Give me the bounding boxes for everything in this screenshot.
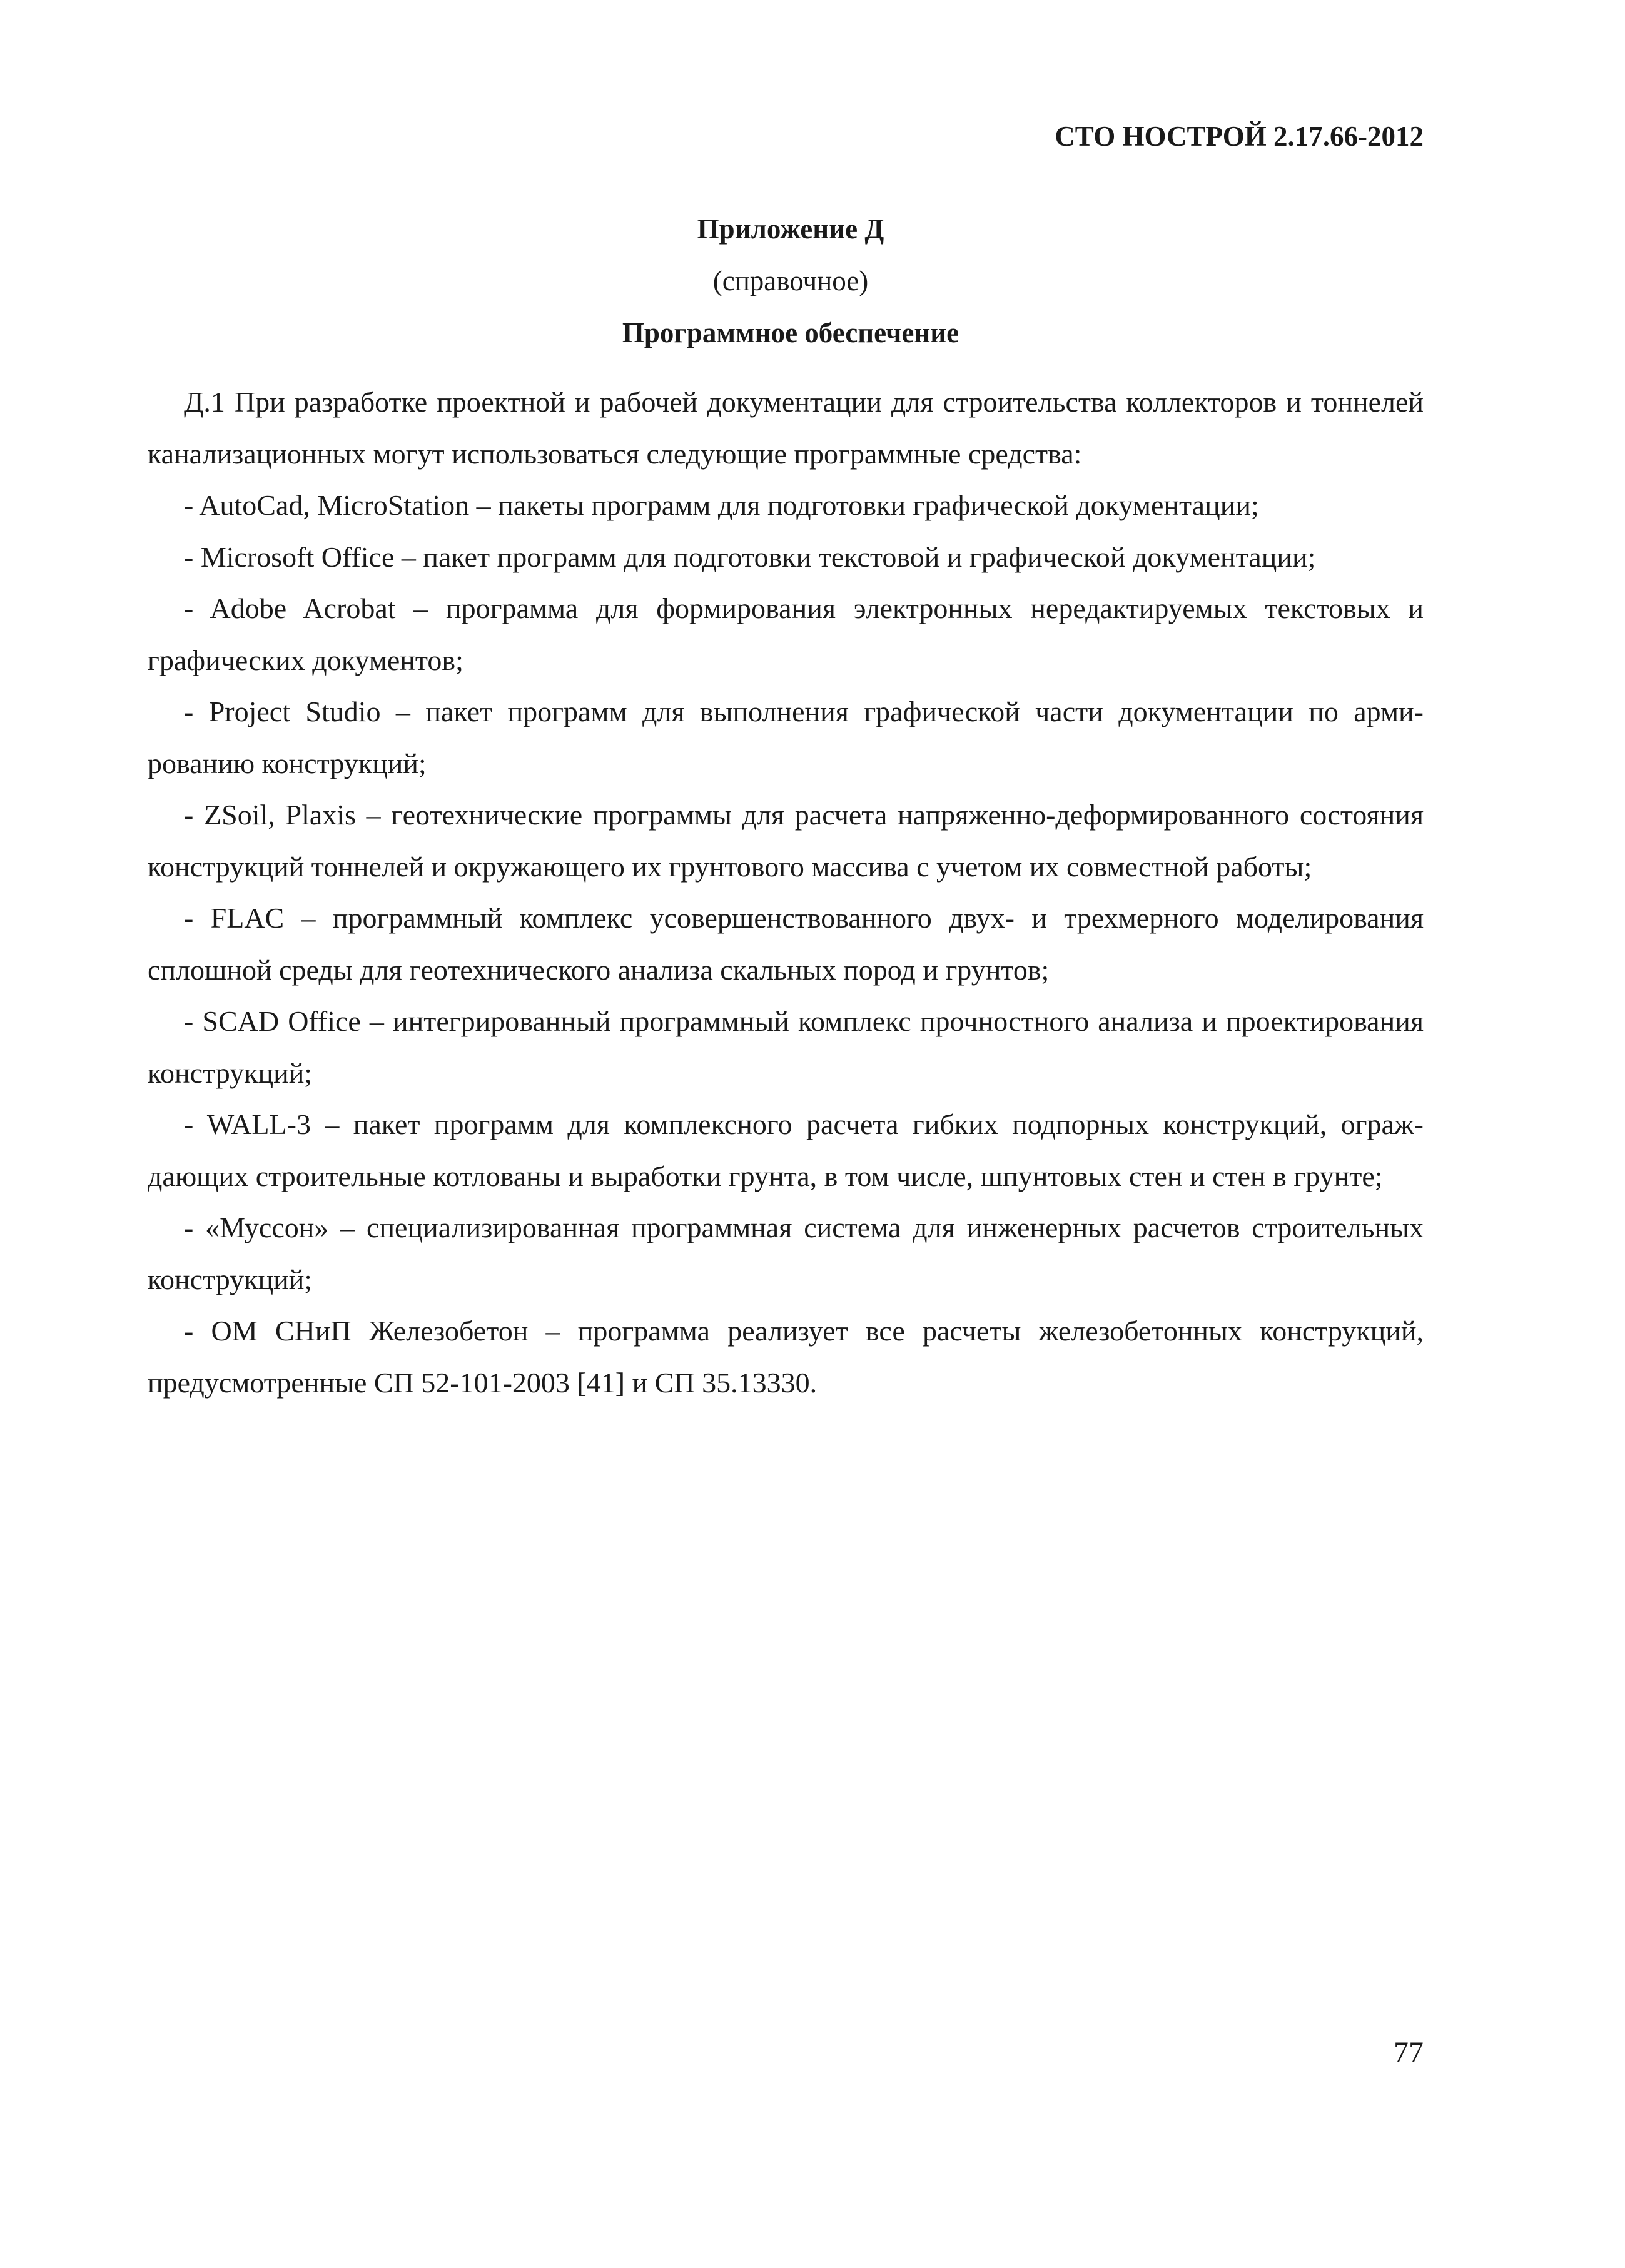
- list-item-flac: - FLAC – программный комплекс усовершенствованного двух- и трехмерного моделирования сплошной среды для геотехнического анализа скальных пород и грунтов;: [148, 902, 1424, 986]
- page-number: 77: [1394, 2036, 1424, 2069]
- list-item-autocad: - AutoCad, MicroStation – пакеты программ для подготовки графической документации;: [184, 489, 1259, 521]
- appendix-type: (справочное): [712, 265, 869, 296]
- list-item-project-studio: - Project Studio – пакет программ для выполнения графической части документации по армированию конструкций;: [148, 696, 1424, 779]
- list-item-microsoft-office: - Microsoft Office – пакет программ для подготовки текстовой и графической документации;: [184, 540, 1316, 573]
- list-item-zsoil-plaxis: - ZSoil, Plaxis – геотехнические программы для расчета напряженно-деформированного состояния конструкций тоннелей и окружающего их грунтового массива с учетом их совместной работы;: [148, 799, 1424, 883]
- appendix-name: Программное обеспечение: [622, 317, 959, 348]
- appendix-title: Приложение Д: [697, 213, 884, 245]
- list-item-om-snip: - ОМ СНиП Железобетон – программа реализует все расчеты железобетонных конструкций, предусмотренные СП 52-101-2003 [41] и СП 35.13330.: [148, 1315, 1424, 1399]
- list-item-wall-3: - WALL-3 – пакет программ для комплексного расчета гибких подпорных конструкций, ограждающих строительные котлованы и выработки грунта, в том числе, шпунтовых стен и стен в грунте;: [148, 1108, 1424, 1192]
- document-code: СТО НОСТРОЙ 2.17.66-2012: [1055, 121, 1424, 152]
- list-item-scad-office: - SCAD Office – интегрированный программный комплекс прочностного анализа и проектирования конструкций;: [148, 1005, 1424, 1089]
- list-item-musson: - «Муссон» – специализированная программная система для инженерных расчетов строительных конструкций;: [148, 1212, 1424, 1295]
- body-text: [148, 377, 1424, 1409]
- paragraph-intro: Д.1 При разработке проектной и рабочей документации для строительства коллекторов и тоннелей канализационных могут использоваться следующие программные средства:: [148, 386, 1424, 470]
- list-item-adobe-acrobat: - Adobe Acrobat – программа для формирования электронных нередактируемых текстовых и графических документов;: [148, 592, 1424, 676]
